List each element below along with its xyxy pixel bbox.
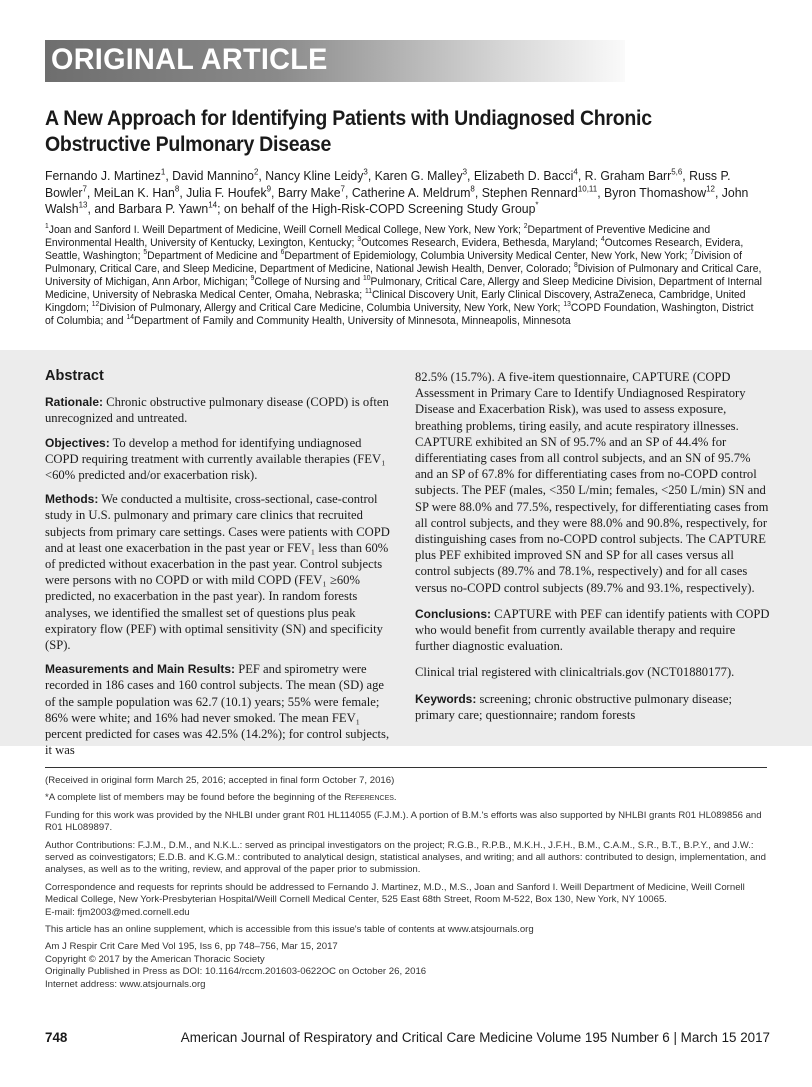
author-affiliation-marker: 9 [266, 183, 272, 194]
internet-address[interactable]: Internet address: www.atsjournals.org [45, 978, 206, 990]
journal-info: American Journal of Respiratory and Critical Care Medicine Volume 195 Number 6 | March 15 2017 [180, 1030, 770, 1045]
results-label: Measurements and Main Results: [45, 662, 236, 677]
article-type-banner [45, 40, 625, 82]
affiliation-number: 9 [250, 273, 255, 283]
rationale-label: Rationale: [45, 395, 104, 410]
correspondence-note [45, 882, 780, 919]
author-affiliation-marker: 4 [573, 166, 578, 177]
affiliation-text: College of Nursing and [254, 276, 364, 288]
author-name: Russ P. Bowler [45, 168, 731, 200]
author-separator: , [467, 168, 474, 183]
author-separator: , [344, 184, 352, 200]
abstract-heading: Abstract [45, 368, 104, 384]
citation: Am J Respir Crit Care Med Vol 195, Iss 6, pp 748–756, Mar 15, 2017 [45, 941, 338, 953]
trial-registration: Clinical trial registered with clinicaltrials.gov (NCT01880177). [415, 665, 735, 680]
results-paragraph [45, 661, 390, 758]
conclusions-label: Conclusions: [415, 606, 492, 621]
correspondence-text: Correspondence and requests for reprints should be addressed to Fernando J. Martinez, M.D., M.S., Joan and Sanford I. Weill Department of Medicine, Weill Cornell Medical College, New York-Presbyterian Hospital/Weill Cornell Medical Center, 525 East 68th Street, Room M-522, Box 130, New York, NY 10065. [45, 881, 745, 906]
affiliation-number: 4 [600, 234, 605, 244]
author-affiliation-marker: 8 [470, 183, 475, 194]
email-link[interactable]: E-mail: fjm2003@med.cornell.edu [45, 906, 190, 918]
affiliations [45, 221, 763, 328]
affiliation-text: Department of Family and Community Health, University of Minnesota, Minneapolis, Minnesota [133, 315, 571, 327]
affiliation-text: COPD Foundation, Washington, District of Columbia; and [45, 302, 754, 327]
author-name: Karen G. Malley [374, 168, 463, 183]
author-separator: ; on behalf of the High-Risk-COPD Screening Study Group [217, 201, 536, 216]
affiliation-number: 10 [363, 273, 371, 283]
author-affiliation-marker: 8 [174, 183, 180, 194]
article-type-label: ORIGINAL ARTICLE [51, 43, 328, 76]
rationale-text: Chronic obstructive pulmonary disease (COPD) is often unrecognized and untreated. [45, 395, 389, 426]
author-affiliation-marker: 12 [706, 183, 715, 194]
abstract-column-left [45, 368, 390, 766]
author-affiliation-marker: 7 [82, 183, 87, 194]
author-name: Catherine A. Meldrum [351, 184, 471, 200]
affiliation-number: 14 [126, 312, 134, 322]
author-name: Julia F. Houfek [186, 184, 267, 200]
author-name: Elizabeth D. Bacci [473, 168, 574, 183]
author-affiliation-marker: 1 [160, 166, 166, 177]
author-affiliation-marker: 2 [253, 166, 259, 177]
author-separator: , [597, 184, 605, 200]
funding-note: Funding for this work was provided by the NHLBI under grant R01 HL114055 (F.J.M.). A portion of B.M.'s efforts was also supported by NHLBI grants R01 HL089856 and R01 HL089897. [45, 809, 762, 834]
affiliation-text: Outcomes Research, Evidera, Seattle, Washington; [45, 237, 744, 262]
members-text: *A complete list of members may be found before the beginning of the [45, 792, 345, 804]
affiliation-text: Joan and Sanford I. Weill Department of Medicine, Weill Cornell Medical College, New York, New York; [48, 224, 524, 236]
received-note: (Received in original form March 25, 2016; accepted in final form October 7, 2016) [45, 775, 395, 786]
affiliation-text: Department of Medicine and [147, 250, 281, 262]
affiliation-number: 8 [573, 260, 578, 270]
footnote-divider [45, 767, 767, 768]
affiliation-number: 13 [563, 299, 571, 309]
author-affiliation-marker: 5,6 [671, 166, 683, 177]
affiliation-number: 11 [365, 286, 373, 296]
author-affiliation-marker: 10,11 [577, 183, 598, 194]
affiliation-text: Department of Epidemiology, Columbia University Medical Center, New York, New York; [284, 250, 691, 262]
author-name: Barbara P. Yawn [118, 201, 209, 216]
affiliation-text: Outcomes Research, Evidera, Bethesda, Maryland; [361, 237, 601, 249]
author-separator: , [179, 184, 187, 200]
references-link[interactable]: References [344, 792, 394, 804]
affiliation-number: 12 [91, 299, 100, 309]
author-name: R. Graham Barr [584, 168, 672, 183]
page-footer [45, 1030, 770, 1045]
keywords-label: Keywords: [415, 691, 477, 706]
author-affiliation-marker: 13 [78, 199, 88, 210]
author-affiliation-marker: * [535, 199, 539, 210]
affiliation-number: 6 [280, 247, 285, 257]
author-separator: , [86, 184, 94, 200]
methods-label: Methods: [45, 492, 99, 507]
affiliation-number: 2 [523, 221, 528, 231]
doi: Originally Published in Press as DOI: 10.1164/rccm.201603-0622OC on October 26, 2016 [45, 966, 427, 978]
conclusions-text: CAPTURE with PEF can identify patients with COPD who would benefit from currently available therapy and require further diagnostic evaluation. [415, 606, 770, 654]
author-name: Byron Thomashow [604, 184, 707, 200]
methods-paragraph [45, 491, 390, 653]
author-name: Stephen Rennard [481, 184, 578, 200]
author-name: Barry Make [277, 184, 341, 200]
author-name: Fernando J. Martinez [45, 168, 161, 183]
citation-block [45, 941, 780, 991]
author-separator: , [714, 184, 722, 200]
copyright: Copyright © 2017 by the American Thoracic Society [45, 953, 265, 965]
author-affiliation-marker: 7 [340, 183, 345, 194]
author-separator: , [258, 168, 266, 183]
affiliation-text: Division of Pulmonary, Critical Care, and Sleep Medicine, Department of Medicine, National Jewish Health, Denver, Colorado; [45, 250, 742, 275]
objectives-text: To develop a method for identifying undiagnosed COPD requiring treatment with currently available therapies (FEV₁ <60% predicted and/or exacerbation risk). [45, 435, 386, 483]
footnotes [45, 775, 780, 991]
author-separator: , [577, 168, 585, 183]
results-text-part1: PEF and spirometry were recorded in 186 cases and 160 control subjects. The mean (SD) age of the sample population was 62.7 (10.1) years; 55% were female; 86% were white; and 16% had never smoked. The mean FEV₁ percent predicted for cases was 42.5% (14.2%); for control subjects, it was [45, 662, 390, 758]
author-separator: , [271, 184, 278, 200]
affiliation-number: 1 [45, 221, 49, 231]
author-name: John Walsh [45, 184, 749, 216]
members-note [45, 792, 780, 804]
page-number: 748 [45, 1030, 68, 1045]
keywords-text: screening; chronic obstructive pulmonary disease; primary care; questionnaire; random forests [415, 691, 733, 722]
conclusions-paragraph [415, 606, 771, 655]
author-list [45, 168, 770, 218]
affiliation-text: Department of Preventive Medicine and Environmental Health, University of Kentucky, Lexington, Kentucky; [45, 224, 711, 249]
results-continued: 82.5% (15.7%). A five-item questionnaire, CAPTURE (COPD Assessment in Primary Care to Identify Undiagnosed Respiratory Disease and Exacerbation Risk), was used to assess exposure, breathing problems, tiring easily, and acute respiratory illnesses. CAPTURE exhibited an SN of 95.7% and an SP of 44.4% for differentiating cases from all control subjects, and an SN of 95.7% and an SP of 67.8% for differentiating cases from no-COPD control subjects. The PEF (males, <350 L/min; females, <250 L/min) SN and SP were 88.0% and 77.5%, respectively, for differentiating cases from all control subjects, and they were 88.0% and 90.8%, respectively, for distinguishing cases from no-COPD control subjects. The CAPTURE plus PEF exhibited improved SN and SP for all cases versus all control subjects (89.7% and 78.1%, respectively) and for all cases versus no-COPD control subjects (89.7% and 93.1%, respectively). [415, 370, 769, 595]
author-separator: , and [87, 201, 119, 216]
affiliation-number: 3 [357, 234, 362, 244]
author-affiliation-marker: 3 [363, 166, 368, 177]
affiliation-number: 5 [143, 247, 148, 257]
affiliation-text: Division of Pulmonary, Allergy and Critical Care Medicine, Columbia University, New York, New York; [99, 302, 564, 314]
affiliation-text: Pulmonary, Critical Care, Allergy and Sleep Medicine Division, Department of Internal Medicine, University of Nebraska Medical Center, Omaha, Nebraska; [45, 276, 762, 301]
members-end: . [393, 792, 397, 804]
objectives-label: Objectives: [45, 435, 110, 450]
methods-text: We conducted a multisite, cross-sectional, case-control study in U.S. pulmonary and primary care clinics that recruited subjects from primary care settings. Cases were patients with COPD and at least one exacerbation in the past year or FEV₁ less than 60% of predicted without exacerbation in the past year. Control subjects were persons with no COPD or with mild COPD (FEV₁ ≥60% predicted, no exacerbation in the past year). In random forests analyses, we identified the smallest set of questions plus peak expiratory flow (PEF) with optimal sensitivity (SN) and specificity (SP). [45, 492, 390, 653]
author-affiliation-marker: 3 [462, 166, 468, 177]
author-separator: , [474, 184, 482, 200]
affiliation-text: Clinical Discovery Unit, Early Clinical Discovery, AstraZeneca, Cambridge, United Kingdom; [45, 289, 746, 314]
keywords-paragraph [415, 691, 771, 723]
affiliation-text: Division of Pulmonary and Critical Care, University of Michigan, Ann Arbor, Michigan; [45, 263, 762, 288]
author-separator: , [682, 168, 690, 183]
article-title: A New Approach for Identifying Patients with Undiagnosed Chronic Obstructive Pulmonary Disease [45, 107, 652, 156]
objectives-paragraph [45, 435, 390, 484]
author-name: David Mannino [172, 168, 254, 183]
author-separator: , [367, 168, 375, 183]
supplement-note: This article has an online supplement, which is accessible from this issue's table of contents at www.atsjournals.org [45, 924, 534, 936]
author-affiliation-marker: 14 [208, 199, 218, 210]
rationale-paragraph [45, 394, 390, 426]
affiliation-number: 7 [690, 247, 695, 257]
abstract-column-right [415, 369, 771, 731]
author-name: MeiLan K. Han [93, 184, 175, 200]
contributions-note: Author Contributions: F.J.M., D.M., and N.K.L.: served as principal investigators on the project; R.G.B., R.P.B., M.K.H., J.F.H., B.M., C.A.M., S.R., B.T., B.P.Y., and J.W.: served as coinvestigators; E.D.B. and K.G.M.: contributed to analytical design, statistical analyses, and writing; and all authors: contributed to design, implementation, and analyses, as well as to the writing, review, and approval of the paper prior to submission. [45, 839, 766, 876]
author-name: Nancy Kline Leidy [265, 168, 364, 183]
author-separator: , [165, 168, 173, 183]
